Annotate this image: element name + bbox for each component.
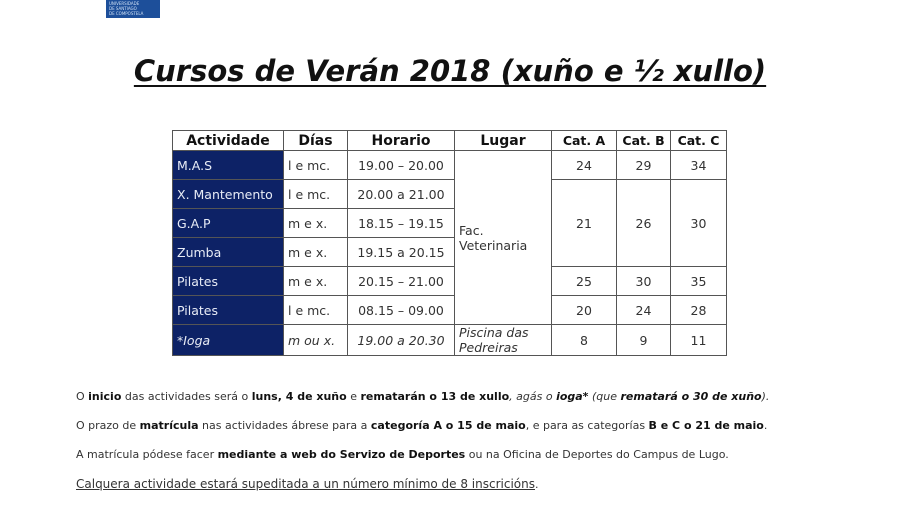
- schedule-cell: 19.00 a 20.30: [348, 325, 455, 356]
- price-cat-b: 29: [617, 151, 671, 180]
- col-header-horario: Horario: [348, 131, 455, 151]
- paragraph-enrollment: [76, 419, 767, 432]
- price-cat-a: 25: [552, 267, 617, 296]
- schedule-cell: 08.15 – 09.00: [348, 296, 455, 325]
- page-title-text: Cursos de Verán 2018 (xuño e ½ xullo): [133, 54, 767, 88]
- table-header-row: [173, 131, 727, 151]
- bold-text: B e C o 21 de maio: [648, 419, 764, 432]
- schedule-cell: 20.15 – 21.00: [348, 267, 455, 296]
- col-header-dias: Días: [284, 131, 348, 151]
- logo-line: DE SANTIAGO: [109, 6, 137, 11]
- bold-italic-text: rematará o 30 de xuño: [620, 390, 762, 403]
- bold-text: categoría A o 15 de maio: [370, 419, 526, 432]
- days-cell: m e x.: [284, 238, 348, 267]
- text: nas actividades ábrese para a: [198, 419, 371, 432]
- bold-text: luns, 4 de xuño: [251, 390, 347, 403]
- price-cat-c: 11: [671, 325, 727, 356]
- days-cell: l e mc.: [284, 151, 348, 180]
- days-cell: m ou x.: [284, 325, 348, 356]
- price-cat-b: 26: [617, 180, 671, 267]
- col-header-actividade: Actividade: [173, 131, 284, 151]
- paragraph-dates: [76, 390, 769, 403]
- italic-text: (que: [588, 390, 621, 403]
- table-row: [173, 180, 727, 209]
- logo-line: UNIVERSIDADE: [109, 1, 140, 6]
- table-row: [173, 296, 727, 325]
- price-cat-c: 35: [671, 267, 727, 296]
- activity-cell: G.A.P: [173, 209, 284, 238]
- schedule-table: [172, 130, 727, 356]
- text: .: [535, 478, 539, 491]
- text: , e para as categorías: [525, 419, 649, 432]
- text: das actividades será o: [121, 390, 252, 403]
- price-cat-a: 8: [552, 325, 617, 356]
- activity-cell: Pilates: [173, 267, 284, 296]
- activity-cell: *Ioga: [173, 325, 284, 356]
- text: O prazo de: [76, 419, 140, 432]
- activity-cell: Pilates: [173, 296, 284, 325]
- price-cat-c: 34: [671, 151, 727, 180]
- col-header-cat-a: Cat. A: [552, 131, 617, 151]
- price-cat-c: 28: [671, 296, 727, 325]
- text: O: [76, 390, 89, 403]
- price-cat-b: 30: [617, 267, 671, 296]
- price-cat-c: 30: [671, 180, 727, 267]
- text: A matrícula pódese facer: [76, 448, 218, 461]
- logo-line: DE COMPOSTELA: [109, 11, 144, 16]
- table-row: [173, 267, 727, 296]
- price-cat-b: 24: [617, 296, 671, 325]
- text: e: [346, 390, 361, 403]
- location-cell: Fac. Veterinaria: [455, 151, 552, 325]
- activity-cell: X. Mantemento: [173, 180, 284, 209]
- italic-text: ).: [761, 390, 770, 403]
- col-header-cat-b: Cat. B: [617, 131, 671, 151]
- schedule-cell: 18.15 – 19.15: [348, 209, 455, 238]
- italic-text: , agás o: [509, 390, 557, 403]
- underlined-text: Calquera actividade estará supeditada a un número mínimo de 8 inscricións: [76, 477, 535, 491]
- price-cat-b: 9: [617, 325, 671, 356]
- days-cell: l e mc.: [284, 296, 348, 325]
- paragraph-registration: [76, 448, 729, 461]
- activity-cell: Zumba: [173, 238, 284, 267]
- table-row: [173, 151, 727, 180]
- price-cat-a: 21: [552, 180, 617, 267]
- bold-italic-text: ioga*: [556, 390, 589, 403]
- days-cell: l e mc.: [284, 180, 348, 209]
- university-logo: [106, 0, 160, 18]
- location-cell: Piscina das Pedreiras: [455, 325, 552, 356]
- bold-text: mediante a web do Servizo de Deportes: [217, 448, 466, 461]
- bold-text: rematarán o 13 de xullo: [360, 390, 510, 403]
- schedule-cell: 19.00 – 20.00: [348, 151, 455, 180]
- bold-text: matrícula: [139, 419, 199, 432]
- bold-text: inicio: [88, 390, 122, 403]
- schedule-cell: 20.00 a 21.00: [348, 180, 455, 209]
- page-title: [0, 54, 900, 88]
- days-cell: m e x.: [284, 209, 348, 238]
- col-header-cat-c: Cat. C: [671, 131, 727, 151]
- price-cat-a: 20: [552, 296, 617, 325]
- days-cell: m e x.: [284, 267, 348, 296]
- paragraph-minimum: [76, 477, 539, 491]
- schedule-cell: 19.15 a 20.15: [348, 238, 455, 267]
- text: .: [763, 419, 768, 432]
- col-header-lugar: Lugar: [455, 131, 552, 151]
- text: ou na Oficina de Deportes do Campus de Lugo.: [465, 448, 729, 461]
- activity-cell: M.A.S: [173, 151, 284, 180]
- price-cat-a: 24: [552, 151, 617, 180]
- table-row: [173, 325, 727, 356]
